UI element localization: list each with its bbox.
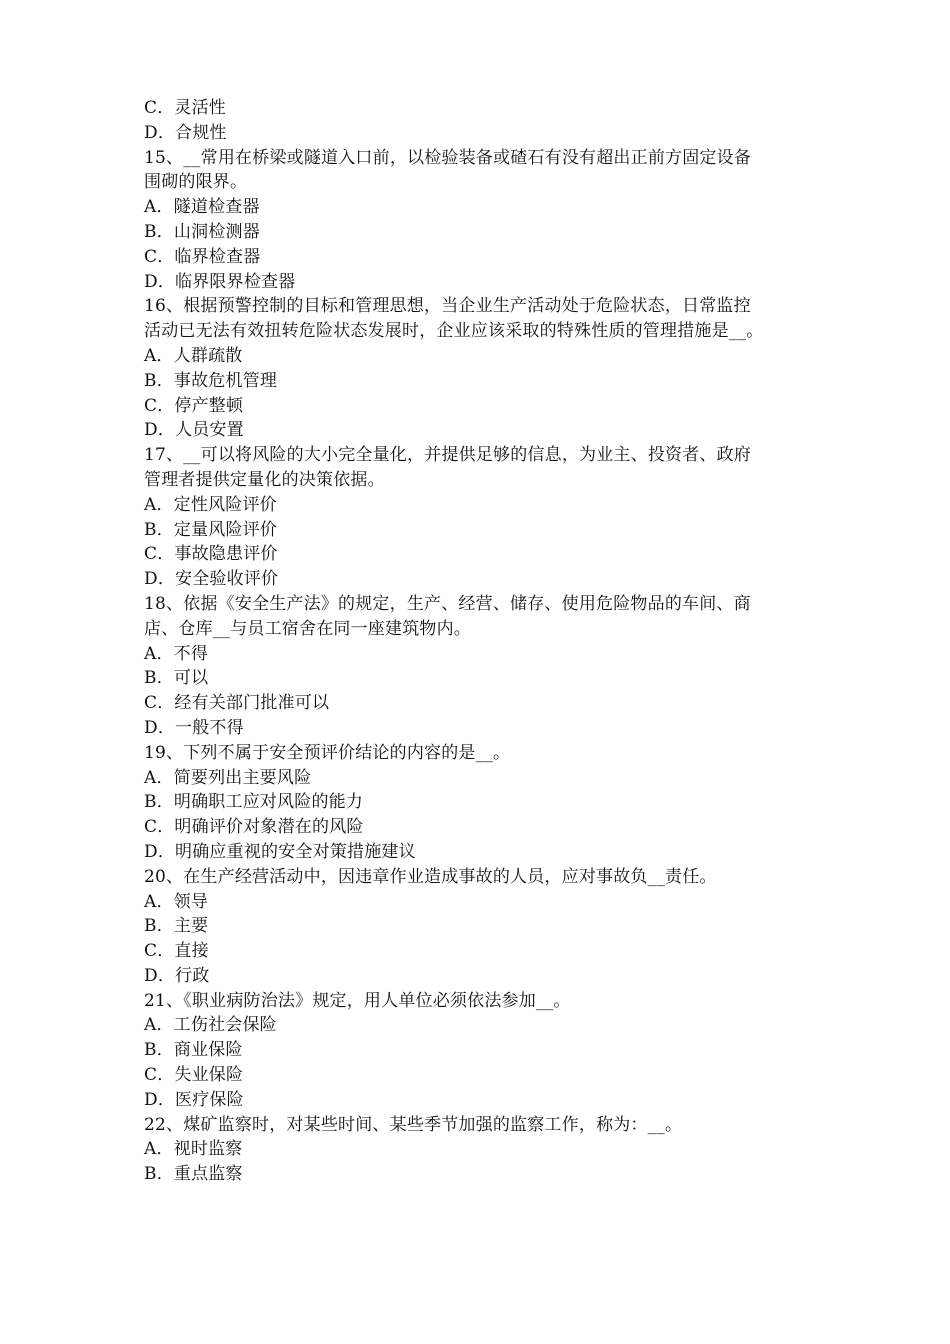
question-line: 围砌的限界。 <box>144 172 248 193</box>
option-line: D．一般不得 <box>144 717 244 738</box>
option-line: C．直接 <box>144 941 209 962</box>
question-line: 19、下列不属于安全预评价结论的内容的是__。 <box>144 742 511 763</box>
question-line: 15、__常用在桥梁或隧道入口前，以检验装备或碴石有没有超出正前方固定设备 <box>144 147 752 168</box>
document-page <box>144 96 824 1187</box>
option-line: C．灵活性 <box>144 98 227 118</box>
option-line: A．不得 <box>144 643 209 664</box>
option-line: D．明确应重视的安全对策措施建议 <box>144 841 416 862</box>
question-line: 16、根据预警控制的目标和管理思想，当企业生产活动处于危险状态，日常监控 <box>144 296 751 317</box>
question-line: 20、在生产经营活动中，因违章作业造成事故的人员，应对事故负__责任。 <box>144 866 717 887</box>
option-line: B．重点监察 <box>144 1164 243 1185</box>
question-line: 21、《职业病防治法》规定，用人单位必须依法参加__。 <box>144 990 571 1011</box>
option-line: B．山洞检测器 <box>144 221 260 242</box>
option-line: C．经有关部门批准可以 <box>144 693 330 714</box>
option-line: B．定量风险评价 <box>144 519 278 540</box>
option-line: D．临界限界检查器 <box>144 271 296 292</box>
option-line: A．工伤社会保险 <box>144 1015 277 1036</box>
option-line: D．行政 <box>144 965 210 986</box>
option-line: C．临界检查器 <box>144 246 261 267</box>
question-line: 管理者提供定量化的决策依据。 <box>144 469 385 490</box>
option-line: A．领导 <box>144 891 209 912</box>
option-line: C．明确评价对象潜在的风险 <box>144 817 364 838</box>
question-line: 17、__可以将风险的大小完全量化，并提供足够的信息，为业主、投资者、政府 <box>144 445 752 466</box>
option-line: A．定性风险评价 <box>144 494 277 515</box>
option-line: B．明确职工应对风险的能力 <box>144 792 364 813</box>
option-line: A．隧道检查器 <box>144 197 260 218</box>
question-line: 活动已无法有效扭转危险状态发展时，企业应该采取的特殊性质的管理措施是__。 <box>144 321 764 342</box>
option-line: B．主要 <box>144 916 209 937</box>
option-line: D．医疗保险 <box>144 1089 244 1110</box>
option-line: C．停产整顿 <box>144 395 244 416</box>
question-line: 18、依据《安全生产法》的规定，生产、经营、储存、使用危险物品的车间、商 <box>144 593 751 614</box>
option-line: B．商业保险 <box>144 1040 243 1061</box>
question-line: 22、煤矿监察时，对某些时间、某些季节加强的监察工作，称为：__。 <box>144 1114 683 1135</box>
option-line: A．视时监察 <box>144 1139 243 1160</box>
option-line: B．事故危机管理 <box>144 370 278 391</box>
question-line: 店、仓库__与员工宿舍在同一座建筑物内。 <box>144 618 471 639</box>
option-line: C．事故隐患评价 <box>144 544 278 565</box>
option-line: D．人员安置 <box>144 420 244 441</box>
option-line: A．简要列出主要风险 <box>144 767 312 788</box>
option-line: D．安全验收评价 <box>144 569 279 590</box>
option-line: D．合规性 <box>144 122 227 143</box>
option-line: A．人群疏散 <box>144 345 243 366</box>
option-line: B．可以 <box>144 668 209 689</box>
option-line: C．失业保险 <box>144 1065 244 1086</box>
